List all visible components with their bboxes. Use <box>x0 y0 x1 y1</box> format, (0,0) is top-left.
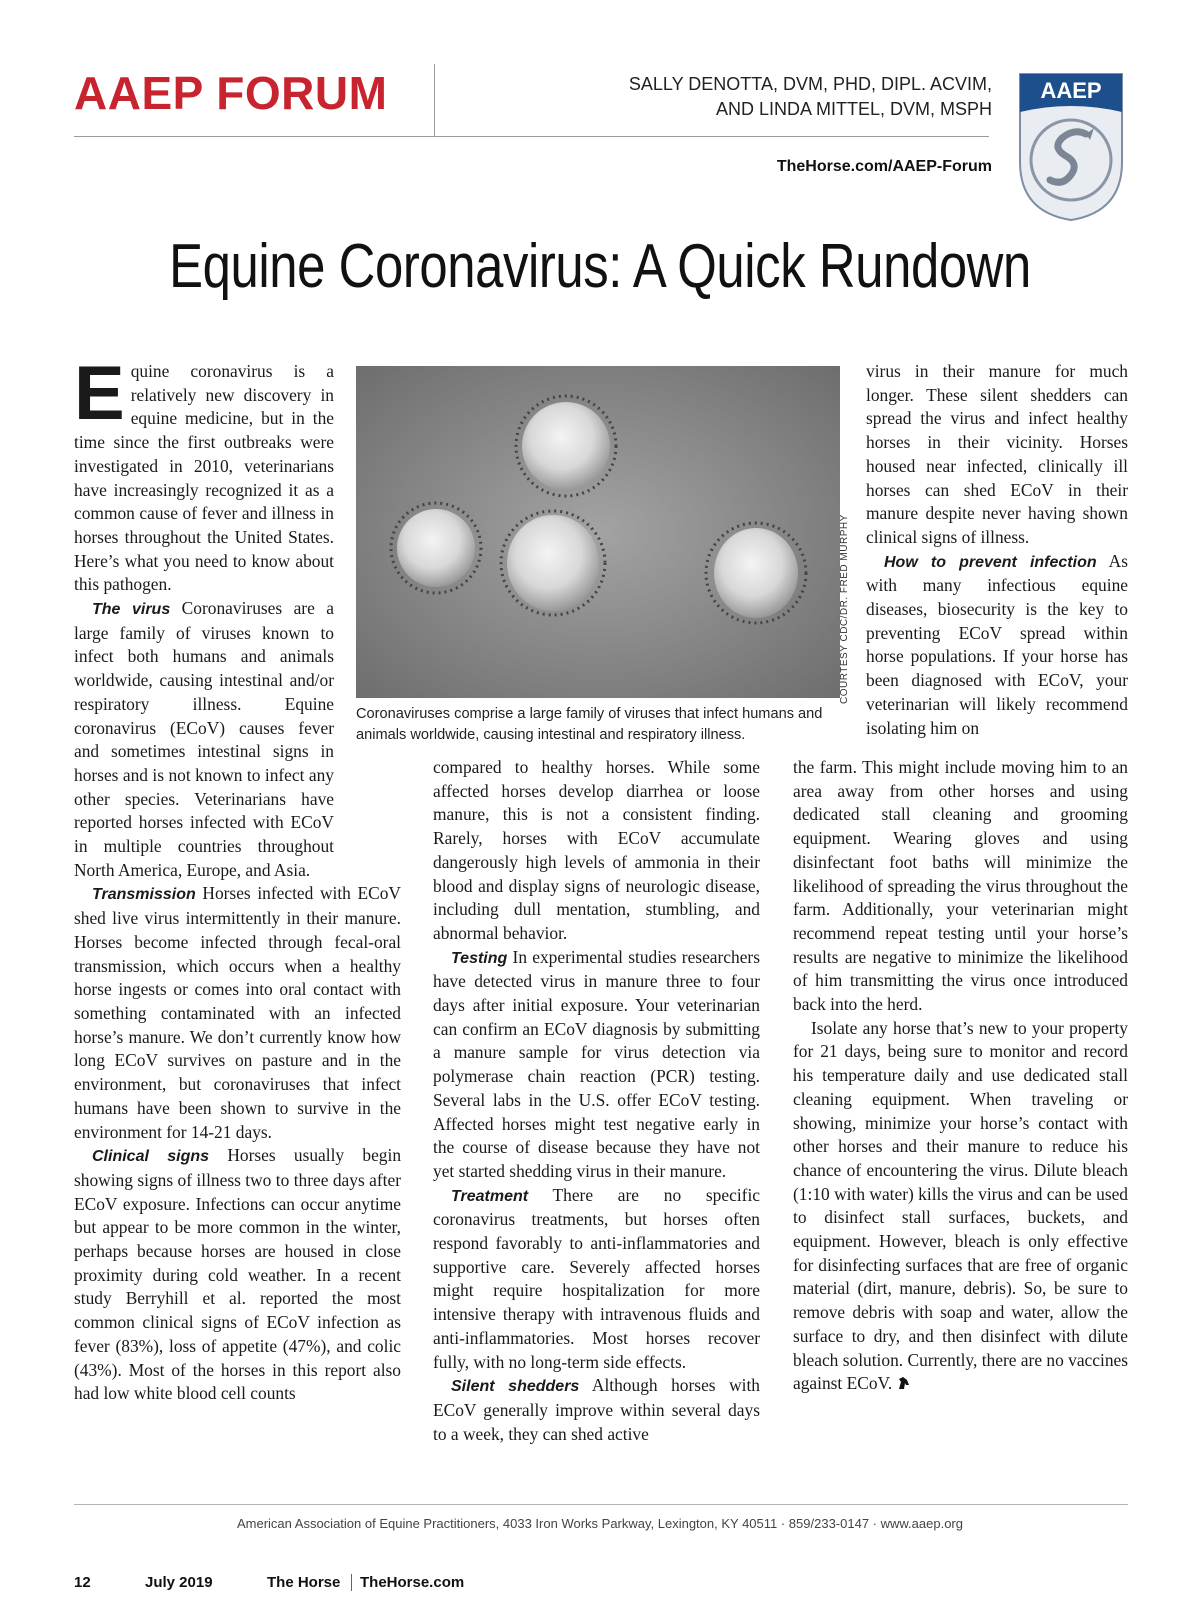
logo-text: AAEP <box>1040 78 1102 103</box>
intro-text: quine coronavirus is a relatively new discovery in equine medicine, but in the time since the first outbreaks were investigated in 2010, veterinarians have increasingly recognized it as a common cause of fever and illness in horses throughout the United States. Here’s what you need to know about this pathogen. <box>74 361 334 595</box>
testing-paragraph <box>433 946 760 1184</box>
column-1 <box>74 351 402 1406</box>
clinical-heading: Clinical signs <box>92 1148 210 1166</box>
intro-paragraph <box>74 351 334 597</box>
virus-paragraph <box>74 597 334 882</box>
transmission-heading: Transmission <box>92 886 196 904</box>
continued-paragraph: compared to healthy horses. While some affected horses develop diarrhea or loose manure, this is not a consistent finding. Rarely, horses with ECoV accumulate dangerously high levels of ammonia in their blood and display signs of neurologic disease, including dull mentation, stumbling, and abnormal behavior. <box>433 757 760 943</box>
header-divider <box>434 64 435 136</box>
treatment-heading: Treatment <box>451 1187 529 1205</box>
photo-caption: Coronaviruses comprise a large family of viruses that infect humans and animals worldwide, causing intestinal and respiratory illness. <box>356 706 823 743</box>
shedders-paragraph: virus in their manure for much longer. These silent shedders can spread the virus and infect healthy horses in their vicinity. Horses housed near infected, clinically ill horses can shed ECoV in their manure despite never having shown clinical signs of illness. <box>866 361 1128 547</box>
column-3-top <box>866 360 1128 740</box>
testing-heading: Testing <box>451 949 508 967</box>
coronavirus-micrograph <box>356 366 840 698</box>
dropcap: E <box>74 351 125 436</box>
transmission-paragraph <box>74 882 401 1144</box>
issue-date: July 2019 <box>145 1574 213 1591</box>
clinical-paragraph <box>74 1144 401 1406</box>
column-2 <box>433 756 760 1446</box>
footer-separator <box>351 1574 352 1591</box>
farm-paragraph: the farm. This might include moving him to an area away from other horses and using dedicated stall cleaning and grooming equipment. Wearing gloves and using disinfectant foot baths will minimize the likelihood of spreading the virus throughout the farm. Additionally, your veterinarian might recommend repeat testing until your horse’s results are negative to minimize the likelihood of him transmitting the virus once introduced back into the herd. <box>793 757 1128 1015</box>
page-number: 12 <box>74 1574 91 1591</box>
magazine-website[interactable]: TheHorse.com <box>360 1574 465 1591</box>
authors <box>629 72 992 122</box>
header-rule <box>74 136 989 137</box>
footer-address: American Association of Equine Practitioners, 4033 Iron Works Parkway, Lexington, KY 40511 · 859/233-0147 · www.aaep.org <box>236 1516 963 1531</box>
photo-credit: COURTESY CDC/DR. FRED MURPHY <box>839 514 850 704</box>
column-3-bottom <box>793 756 1128 1396</box>
silent-text: Although horses with ECoV generally improve within several days to a week, they can shed active <box>433 1375 760 1444</box>
horse-head-end-mark-icon <box>896 1376 910 1390</box>
treatment-paragraph <box>433 1184 760 1375</box>
aaep-horse-logo-icon <box>1016 72 1126 222</box>
silent-paragraph <box>433 1374 760 1446</box>
testing-text: In experimental studies researchers have detected virus in manure three to four days after initial exposure. Your veterinarian can confirm an ECoV diagnosis by submitting a manure sample for virus detection via polymerase chain reaction (PCR) testing. Several labs in the U.S. offer ECoV testing. Affected horses might test negative early in the course of disease because they have not yet started shedding virus in their manure. <box>433 946 760 1181</box>
magazine-name: The Horse <box>267 1574 341 1591</box>
isolate-paragraph <box>793 1017 1128 1396</box>
authors-line-1: SALLY DENOTTA, DVM, PHD, DIPL. ACVIM, <box>628 74 992 94</box>
footer-rule <box>74 1504 1128 1505</box>
article-title: Equine Coronavirus: A Quick Rundown <box>169 232 1031 301</box>
forum-url[interactable]: TheHorse.com/AAEP-Forum <box>776 158 992 175</box>
prevent-text: As with many infectious equine diseases, biosecurity is the key to preventing ECoV spread within horse populations. If your horse has been diagnosed with ECoV, your veterinarian will likely recommend isolating him on <box>866 550 1129 738</box>
clinical-text: Horses usually begin showing signs of illness two to three days after ECoV exposure. Infections can occur anytime but appear to be more common in the winter, perhaps because horses are housed in close proximity during cold weather. In a recent study Berryhill et al. reported the most common clinical signs of ECoV infection as fever (83%), loss of appetite (47%), and colic (43%). Most of the horses in this report also had low white blood cell counts <box>74 1145 402 1404</box>
prevent-paragraph <box>866 550 1128 741</box>
section-title: AAEP FORUM <box>74 67 388 119</box>
virus-text: Coronaviruses are a large family of viruses known to infect both humans and animals worldwide, causing intestinal and/or respiratory illness. Equine coronavirus (ECoV) causes fever and sometimes intestinal signs in horses and is not known to infect any other species. Veterinarians have reported horses infected with ECoV in multiple countries throughout North America, Europe, and Asia. <box>74 598 334 880</box>
prevent-heading: How to prevent infection <box>884 553 1097 571</box>
isolate-text: Isolate any horse that’s new to your property for 21 days, being sure to monitor and record his temperature daily and use dedicated stall cleaning equipment. When traveling or showing, minimize your horse’s contact with other horses and their manure to reduce his chance of encountering the virus. Dilute bleach (1:10 with water) kills the virus and can be used to disinfect stall surfaces, buckets, and equipment. However, bleach is only effective for disinfecting surfaces that are free of organic material (dirt, manure, debris). So, be sure to remove debris with soap and water, allow the surface to dry, and then disinfect with dilute bleach solution. Currently, there are no vaccines against ECoV. <box>793 1017 1128 1394</box>
treatment-text: There are no specific coronavirus treatments, but horses often respond favorably to anti-inflammatories and supportive care. Severely affected horses might require hospitalization for more intensive therapy with intravenous fluids and anti-inflammatories. Most horses recover fully, with no long-term side effects. <box>433 1184 760 1372</box>
virus-heading: The virus <box>92 601 171 619</box>
silent-heading: Silent shedders <box>451 1378 580 1396</box>
transmission-text: Horses infected with ECoV shed live virus intermittently in their manure. Horses become infected through fecal-oral transmission, which occurs when a healthy horse ingests or comes into oral contact with something contaminated with an infected horse’s manure. We don’t currently know how long ECoV survives on pasture and in the environment, but coronaviruses that infect humans have been shown to survive in the environment for 14-21 days. <box>74 883 401 1142</box>
authors-line-2: AND LINDA MITTEL, DVM, MSPH <box>715 99 992 119</box>
